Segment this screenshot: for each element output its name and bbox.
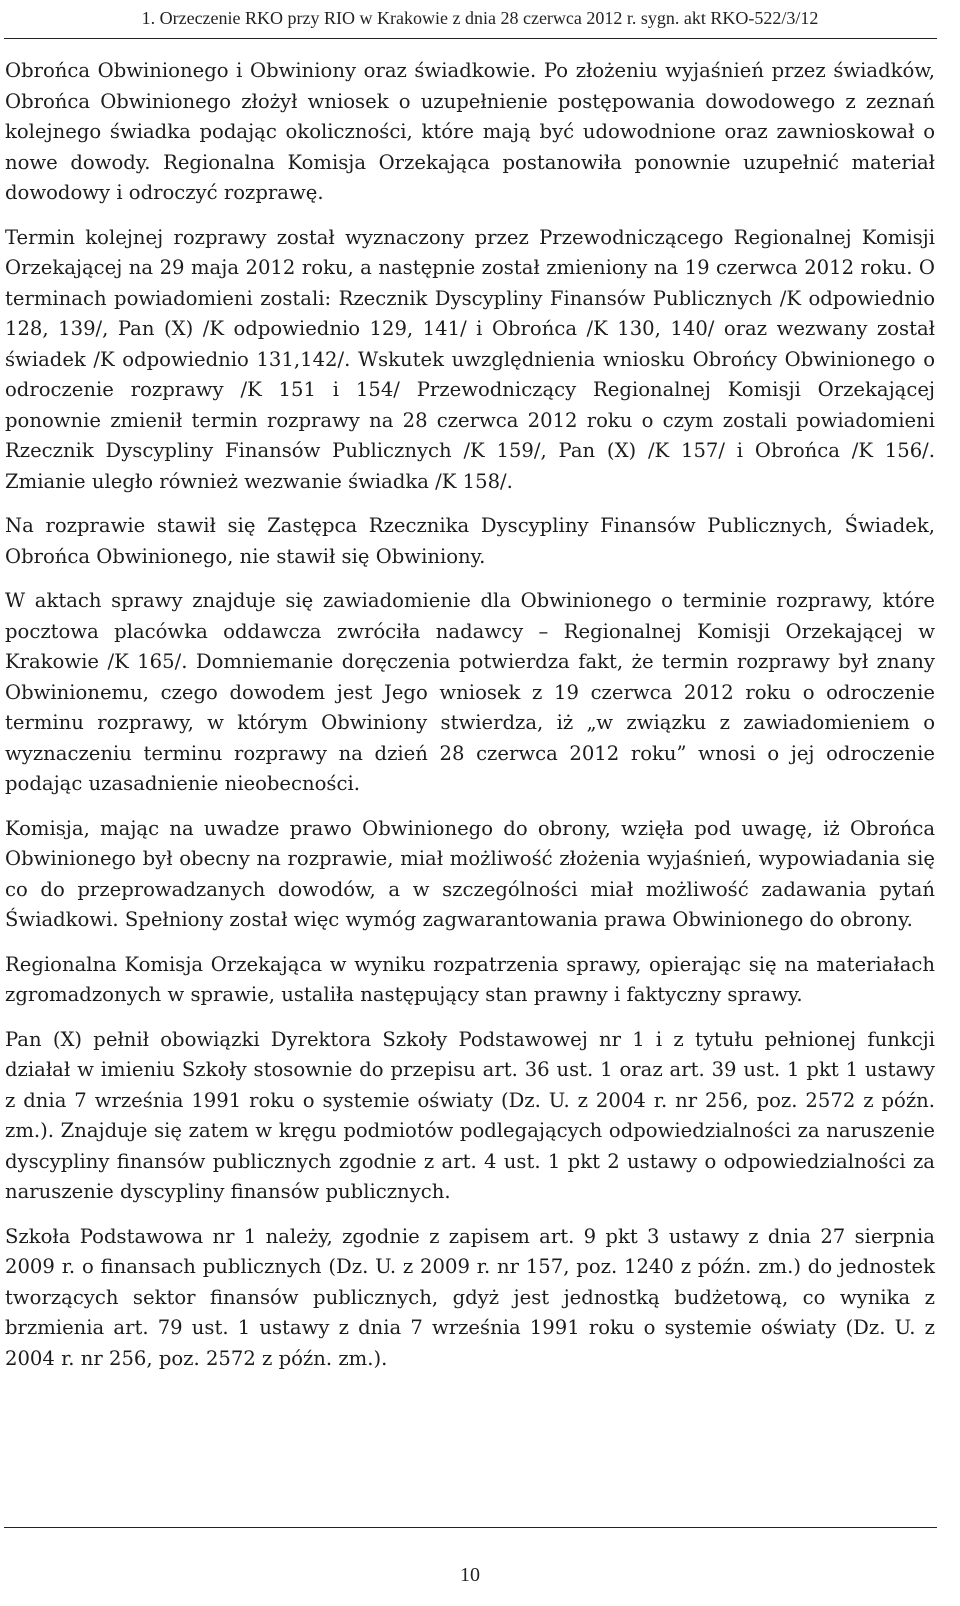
page-number: 10 bbox=[460, 1564, 480, 1586]
header-divider bbox=[4, 38, 937, 39]
running-header: 1. Orzeczenie RKO przy RIO w Krakowie z dnia 28 czerwca 2012 r. sygn. akt RKO-522/3/12 bbox=[141, 8, 819, 28]
paragraph-2: Termin kolejnej rozprawy został wyznaczony przez Przewodniczącego Regionalnej Komisji Orzekającej na 29 maja 2012 roku, a następnie został zmieniony na 19 czerwca 2012 roku. O terminach powiadomieni zostali: Rzecznik Dyscypliny Finansów Publicznych /K odpowiednio 128, 139/, Pan (X) /K odpowiednio 129, 141/ i Obrońca /K 130, 140/ oraz wezwany został świadek /K odpowiednio 131,142/. Wskutek uwzględnienia wniosku Obrońcy Obwinionego o odroczenie rozprawy /K 151 i 154/ Przewodniczący Regionalnej Komisji Orzekającej ponownie zmienił termin rozprawy na 28 czerwca 2012 roku o czym zostali powiadomieni Rzecznik Dyscypliny Finansów Publicznych /K 159/, Pan (X) /K 157/ i Obrońca /K 156/. Zmianie uległo również wezwanie świadka /K 158/. bbox=[5, 225, 935, 493]
paragraph-6: Regionalna Komisja Orzekająca w wyniku rozpatrzenia sprawy, opierając się na materiałach zgromadzonych w sprawie, ustaliła następujący stan prawny i faktyczny sprawy. bbox=[5, 952, 935, 1006]
paragraph-4: W aktach sprawy znajduje się zawiadomienie dla Obwinionego o terminie rozprawy, które pocztowa placówka oddawcza zwróciła nadawcy – Regionalnej Komisji Orzekającej w Krakowie /K 165/. Domniemanie doręczenia potwierdza fakt, że termin rozprawy był znany Obwinionemu, czego dowodem jest Jego wniosek z 19 czerwca 2012 roku o odroczenie terminu rozprawy, w którym Obwiniony stwierdza, iż „w związku z zawiadomieniem o wyznaczeniu terminu rozprawy na dzień 28 czerwca 2012 roku” wnosi o jej odroczenie podając uzasadnienie nieobecności. bbox=[5, 589, 935, 795]
paragraph-1: Obrońca Obwinionego i Obwiniony oraz świadkowie. Po złożeniu wyjaśnień przez świadków, Obrońca Obwinionego złożył wniosek o uzupełnienie postępowania dowodowego z zeznań kolejnego świadka podając okoliczności, które mają być udowodnione oraz zawnioskował o nowe dowody. Regionalna Komisja Orzekająca postanowiła ponownie uzupełnić materiał dowodowy i odroczyć rozprawę. bbox=[5, 59, 935, 204]
document-body bbox=[5, 56, 935, 1388]
paragraph-5: Komisja, mając na uwadze prawo Obwinionego do obrony, wzięła pod uwagę, iż Obrońca Obwinionego był obecny na rozprawie, miał możliwość złożenia wyjaśnień, wypowiadania się co do przeprowadzanych dowodów, a w szczególności miał możliwość zadawania pytań Świadkowi. Spełniony został więc wymóg zagwarantowania prawa Obwinionego do obrony. bbox=[5, 816, 935, 931]
footer-divider bbox=[4, 1527, 937, 1528]
paragraph-8: Szkoła Podstawowa nr 1 należy, zgodnie z zapisem art. 9 pkt 3 ustawy z dnia 27 sierpnia 2009 r. o finansach publicznych (Dz. U. z 2009 r. nr 157, poz. 1240 z późn. zm.) do jednostek tworzących sektor finansów publicznych, gdyż jest jednostką budżetową, co wynika z brzmienia art. 79 ust. 1 ustawy z dnia 7 września 1991 roku o systemie oświaty (Dz. U. z 2004 r. nr 256, poz. 2572 z późn. zm.). bbox=[5, 1224, 935, 1370]
paragraph-3: Na rozprawie stawił się Zastępca Rzecznika Dyscypliny Finansów Publicznych, Świadek, Obrońca Obwinionego, nie stawił się Obwiniony. bbox=[5, 514, 935, 568]
paragraph-7: Pan (X) pełnił obowiązki Dyrektora Szkoły Podstawowej nr 1 i z tytułu pełnionej funkcji działał w imieniu Szkoły stosownie do przepisu art. 36 ust. 1 oraz art. 39 ust. 1 pkt 1 ustawy z dnia 7 września 1991 roku o systemie oświaty (Dz. U. z 2004 r. nr 256, poz. 2572 z późn. zm.). Znajduje się zatem w kręgu podmiotów podlegających odpowiedzialności za naruszenie dyscypliny finansów publicznych zgodnie z art. 4 ust. 1 pkt 2 ustawy o odpowiedzialności za naruszenie dyscypliny finansów publicznych. bbox=[5, 1027, 935, 1203]
